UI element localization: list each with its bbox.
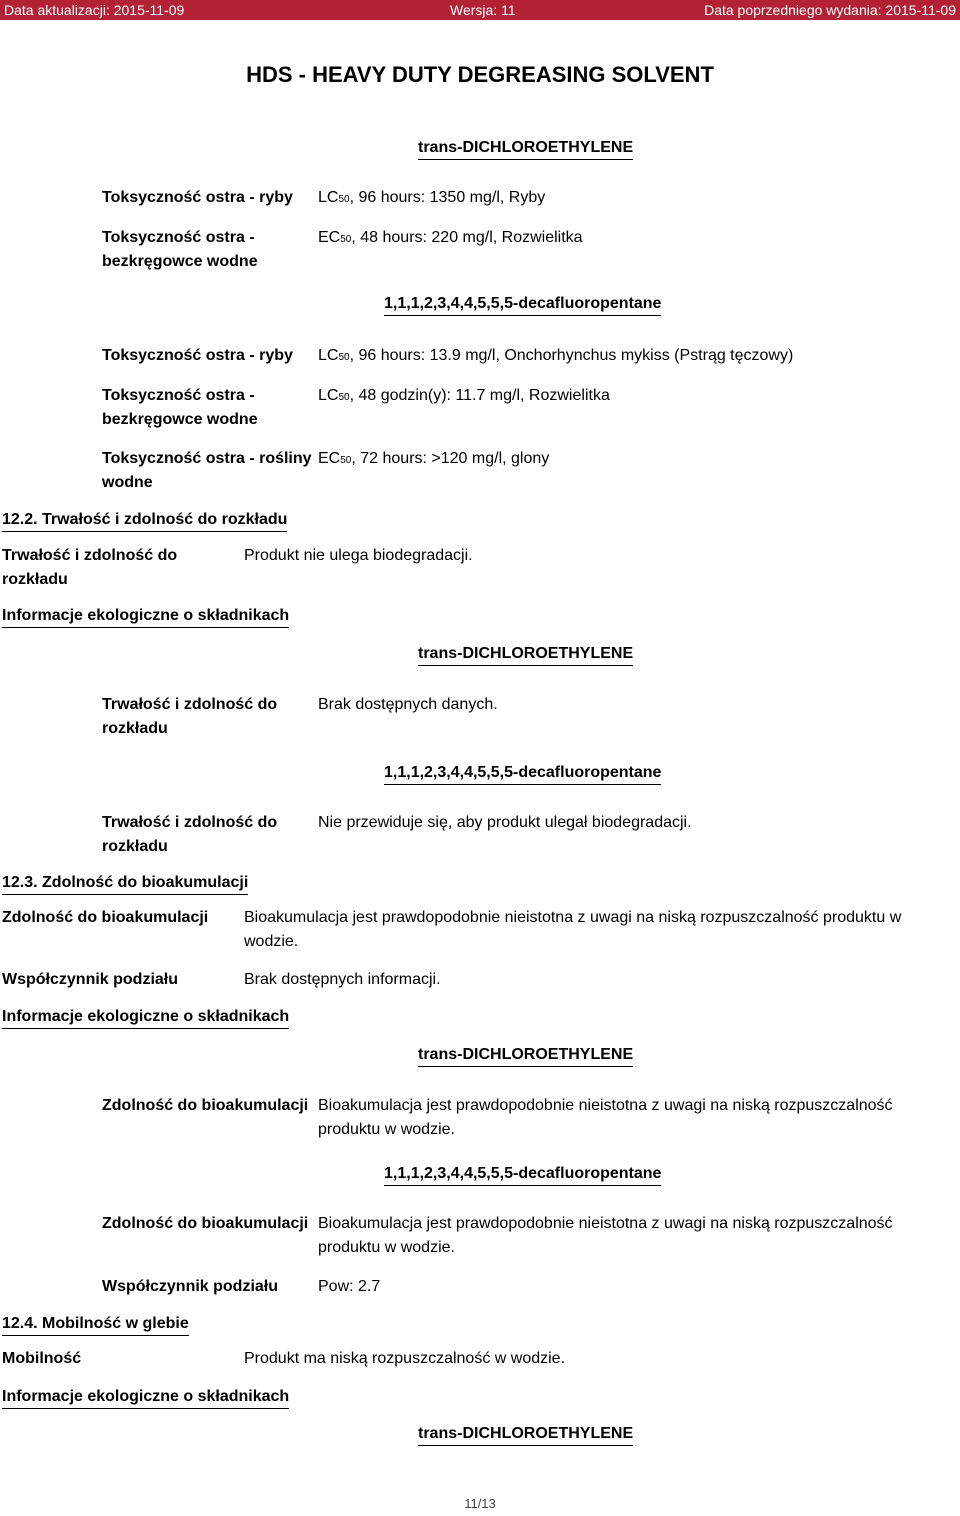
update-date: Data aktualizacji: 2015-11-09 <box>4 2 185 18</box>
section-heading-12-3: 12.3. Zdolność do bioakumulacji <box>2 873 248 895</box>
property-label: Współczynnik podziału <box>2 971 179 988</box>
tox-value: LC50, 48 godzin(y): 11.7 mg/l, Rozwielitka <box>318 387 610 404</box>
eco-heading: Informacje ekologiczne o składnikach <box>2 1387 289 1409</box>
property-label: Współczynnik podziału <box>102 1278 279 1295</box>
component-heading: 1,1,1,2,3,4,4,5,5,5-decafluoropentane <box>384 294 661 316</box>
tox-label: Toksyczność ostra - bezkręgowce wodne <box>102 229 258 270</box>
tox-value: EC50, 72 hours: >120 mg/l, glony <box>318 450 550 467</box>
tox-label: Toksyczność ostra - ryby <box>102 189 293 206</box>
property-label: Zdolność do bioakumulacji <box>102 1097 309 1114</box>
component-heading: 1,1,1,2,3,4,4,5,5,5-decafluoropentane <box>384 763 661 785</box>
property-label: Zdolność do bioakumulacji <box>102 1215 309 1232</box>
tox-value: LC50, 96 hours: 1350 mg/l, Ryby <box>318 189 546 206</box>
tox-label: Toksyczność ostra - rośliny wodne <box>102 450 312 491</box>
version: Wersja: 11 <box>450 2 516 18</box>
page-header-bar <box>0 0 960 20</box>
property-value: Brak dostępnych danych. <box>318 696 498 713</box>
property-value: Bioakumulacja jest prawdopodobnie nieistotna z uwagi na niską rozpuszczalność produktu w wodzie. <box>244 909 902 950</box>
component-heading: trans-DICHLOROETHYLENE <box>418 644 633 666</box>
property-value: Produkt ma niską rozpuszczalność w wodzie. <box>244 1350 566 1367</box>
page-number: 11/13 <box>464 1496 496 1511</box>
eco-heading: Informacje ekologiczne o składnikach <box>2 606 289 628</box>
document-title: HDS - HEAVY DUTY DEGREASING SOLVENT <box>246 62 714 87</box>
component-heading: trans-DICHLOROETHYLENE <box>418 1424 633 1446</box>
component-heading: trans-DICHLOROETHYLENE <box>418 1045 633 1067</box>
property-value: Produkt nie ulega biodegradacji. <box>244 547 473 564</box>
section-heading-12-2: 12.2. Trwałość i zdolność do rozkładu <box>2 510 287 532</box>
property-value: Nie przewiduje się, aby produkt ulegał biodegradacji. <box>318 814 692 831</box>
tox-label: Toksyczność ostra - ryby <box>102 347 293 364</box>
property-label: Trwałość i zdolność do rozkładu <box>102 814 278 855</box>
tox-value: LC50, 96 hours: 13.9 mg/l, Onchorhynchus mykiss (Pstrąg tęczowy) <box>318 347 794 364</box>
property-label: Trwałość i zdolność do rozkładu <box>102 696 278 737</box>
component-heading: trans-DICHLOROETHYLENE <box>418 138 633 160</box>
property-value: Bioakumulacja jest prawdopodobnie nieistotna z uwagi na niską rozpuszczalność produktu w wodzie. <box>318 1215 893 1256</box>
property-label: Trwałość i zdolność do rozkładu <box>2 547 178 588</box>
component-heading: 1,1,1,2,3,4,4,5,5,5-decafluoropentane <box>384 1164 661 1186</box>
property-label: Mobilność <box>2 1350 82 1367</box>
property-value: Brak dostępnych informacji. <box>244 971 441 988</box>
property-label: Zdolność do bioakumulacji <box>2 909 209 926</box>
eco-heading: Informacje ekologiczne o składnikach <box>2 1007 289 1029</box>
section-heading-12-4: 12.4. Mobilność w glebie <box>2 1314 189 1336</box>
previous-date: Data poprzedniego wydania: 2015-11-09 <box>704 2 956 18</box>
tox-value: EC50, 48 hours: 220 mg/l, Rozwielitka <box>318 229 583 246</box>
tox-label: Toksyczność ostra - bezkręgowce wodne <box>102 387 258 428</box>
property-value: Bioakumulacja jest prawdopodobnie nieistotna z uwagi na niską rozpuszczalność produktu w wodzie. <box>318 1097 893 1138</box>
property-value: Pow: 2.7 <box>318 1278 381 1295</box>
